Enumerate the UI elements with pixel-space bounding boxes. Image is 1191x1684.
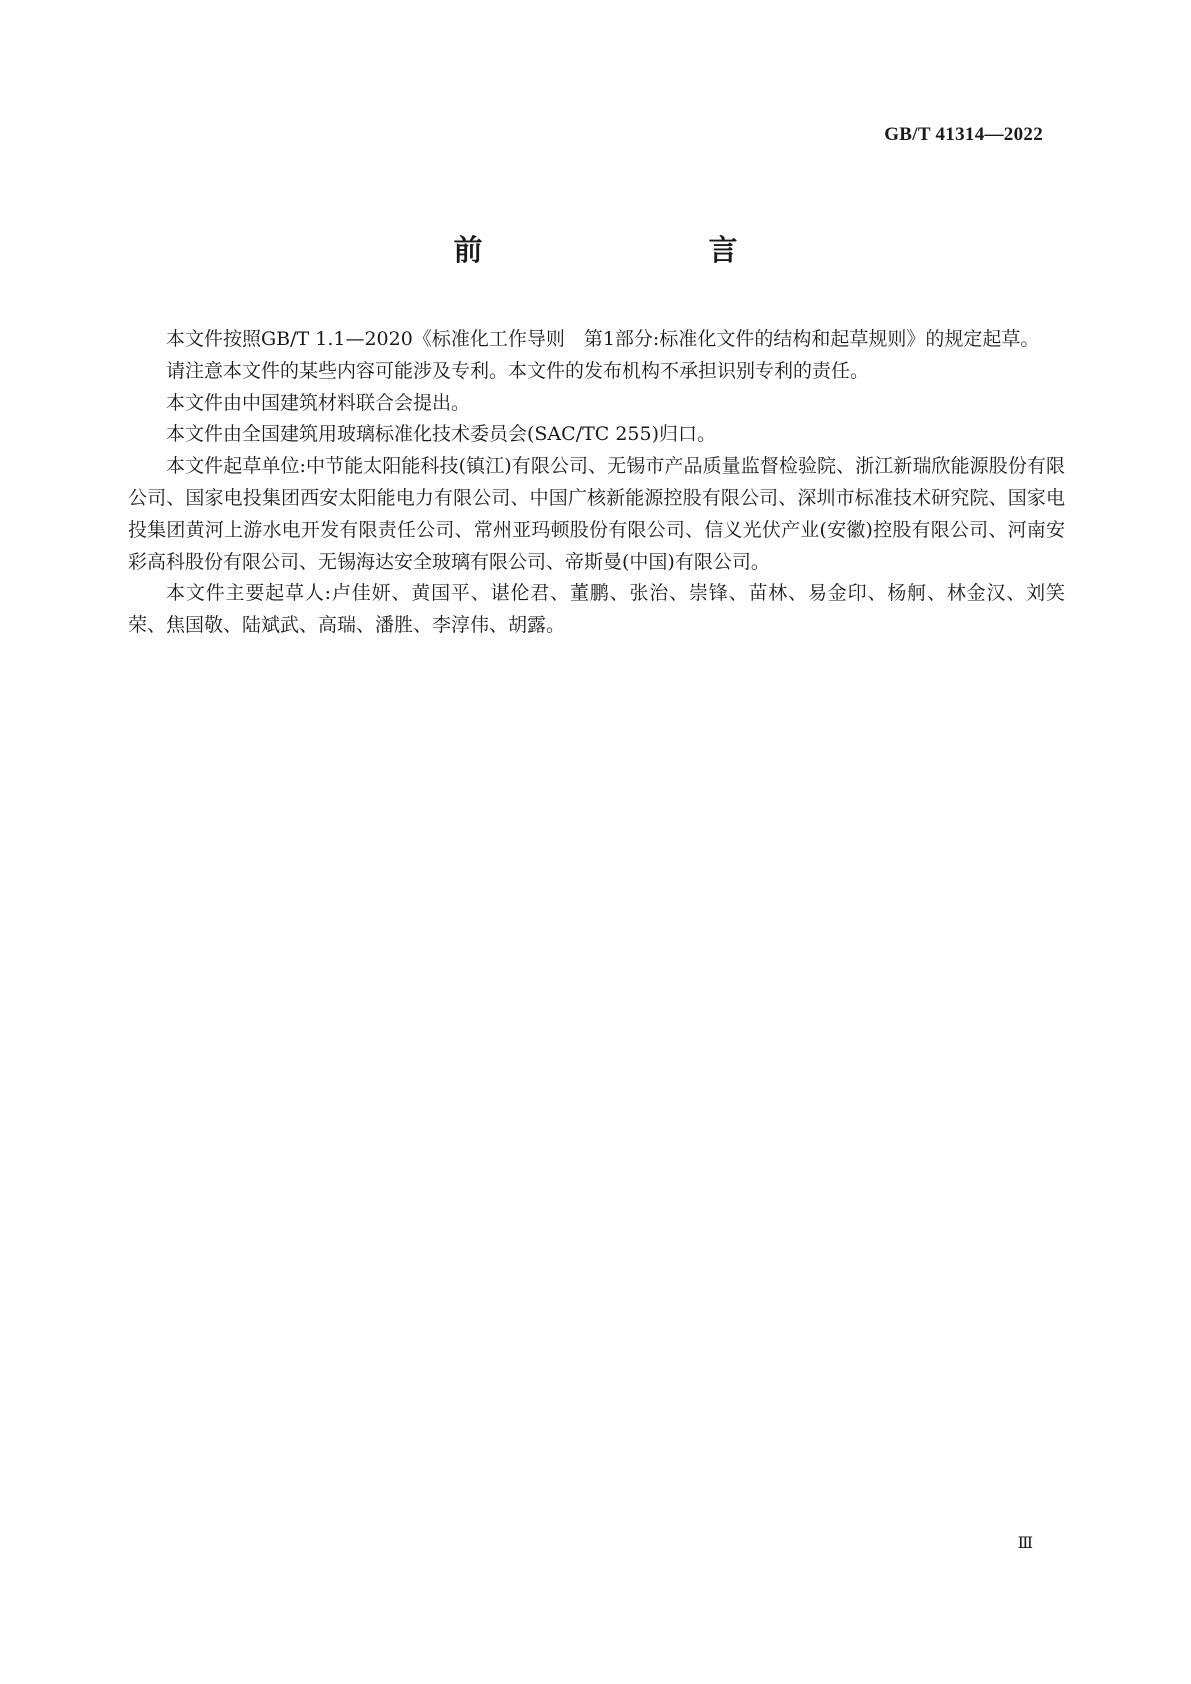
foreword-body: [128, 324, 1065, 642]
paragraph-proposer: 本文件由中国建筑材料联合会提出。: [166, 391, 471, 414]
paragraph-technical-committee: 本文件由全国建筑用玻璃标准化技术委员会(SAC/TC 255)归口。: [166, 423, 717, 446]
paragraph-drafting-rules: 本文件按照GB/T 1.1—2020《标准化工作导则 第1部分:标准化文件的结构和起草规则》的规定起草。: [166, 328, 1040, 350]
paragraph-drafting-units: 本文件起草单位:中节能太阳能科技(镇江)有限公司、无锡市产品质量监督检验院、浙江新瑞欣能源股份有限公司、国家电投集团西安太阳能电力有限公司、中国广核新能源控股有限公司、深圳市标准技术研究院、国家电投集团黄河上游水电开发有限责任公司、常州亚玛顿股份有限公司、信义光伏产业(安徽)控股有限公司、河南安彩高科股份有限公司、无锡海达安全玻璃有限公司、帝斯曼(中国)有限公司。: [128, 455, 1065, 573]
page-title: 前 言: [453, 233, 794, 267]
standard-code: GB/T 41314—2022: [884, 124, 1043, 145]
paragraph-patent-notice: 请注意本文件的某些内容可能涉及专利。本文件的发布机构不承担识别专利的责任。: [166, 359, 870, 382]
page-number: Ⅲ: [1017, 1535, 1033, 1552]
paragraph-main-drafters: 本文件主要起草人:卢佳妍、黄国平、谌伦君、董鹏、张治、崇锋、苗林、易金印、杨舸、林金汉、刘笑荣、焦国敬、陆斌武、高瑞、潘胜、李淳伟、胡露。: [128, 582, 1065, 637]
